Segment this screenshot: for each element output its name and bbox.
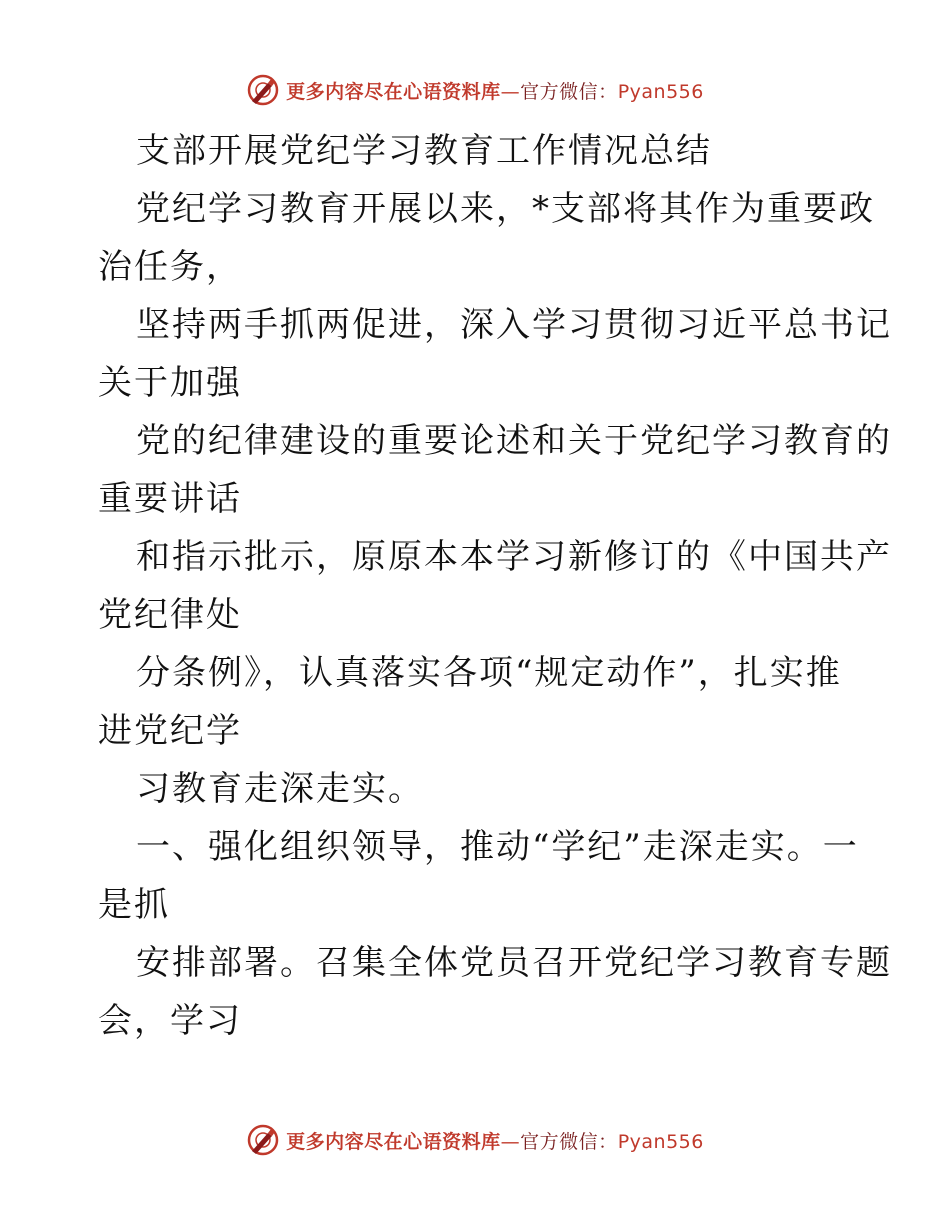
text-line: 党纪律处 (98, 595, 242, 635)
text-line: 关于加强 (98, 363, 242, 403)
text-line: 会，学习 (98, 1001, 242, 1041)
text-line: 习教育走深走实。 (136, 769, 424, 809)
text-line: 党纪学习教育开展以来，*支部将其作为重要政 (136, 189, 875, 229)
header-watermark (0, 72, 950, 108)
text-line: 重要讲话 (98, 479, 242, 519)
text-line: 进党纪学 (98, 711, 242, 751)
watermark-contact-id: Pyan556 (617, 1130, 704, 1153)
pen-logo-icon (246, 73, 280, 107)
text-line: 党的纪律建设的重要论述和关于党纪学习教育的 (136, 421, 892, 461)
watermark-contact-label: 官方微信： (520, 1130, 618, 1153)
watermark-dash: — (500, 80, 521, 103)
text-line: 治任务， (98, 247, 242, 287)
pen-logo-icon (246, 1123, 280, 1157)
text-line: 安排部署。召集全体党员召开党纪学习教育专题 (136, 943, 892, 983)
watermark-text (286, 77, 704, 104)
watermark-contact-id: Pyan556 (617, 80, 704, 103)
text-line: 分条例》，认真落实各项“规定动作”，扎实推 (136, 653, 842, 693)
watermark-dash: — (500, 1130, 521, 1153)
document-title: 支部开展党纪学习教育工作情况总结 (136, 131, 712, 171)
watermark-brand: 更多内容尽在心语资料库 (286, 80, 501, 103)
text-line: 是抓 (98, 885, 170, 925)
text-line: 坚持两手抓两促进，深入学习贯彻习近平总书记 (136, 305, 892, 345)
watermark-text (286, 1127, 704, 1154)
text-line: 一、强化组织领导，推动“学纪”走深走实。一 (136, 827, 859, 867)
watermark-brand: 更多内容尽在心语资料库 (286, 1130, 501, 1153)
footer-watermark (0, 1122, 950, 1158)
document-body (98, 122, 892, 1050)
watermark-contact-label: 官方微信： (520, 80, 618, 103)
text-line: 和指示批示，原原本本学习新修订的《中国共产 (136, 537, 892, 577)
